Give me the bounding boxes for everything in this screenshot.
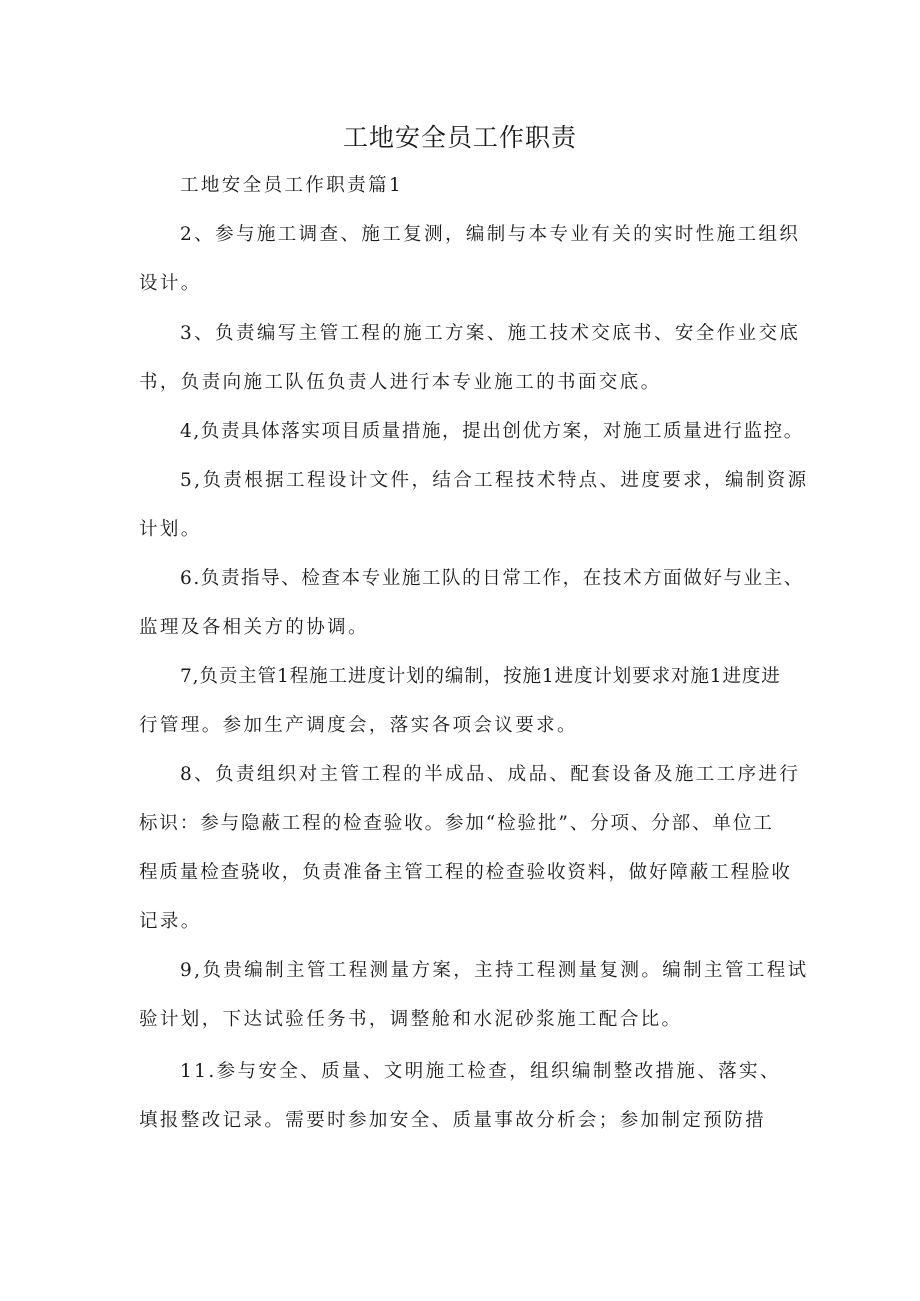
paragraph-line: 9,负贵编制主管工程测量方案，主持工程测量复测。编制主管工程试	[180, 960, 809, 981]
paragraph-line: 7,负贡主管1程施工进度计划的编制，按施1进度计划要求对施1进度进	[180, 666, 781, 687]
paragraph-line: 计划。	[139, 519, 202, 540]
paragraph-line: 5,负责根据工程设计文件，结合工程技术特点、进度要求，编制资源	[180, 470, 809, 491]
paragraph-line: 2、参与施工调查、施工复测，编制与本专业有关的实时性施工组织	[180, 224, 801, 245]
paragraph-line: 行管理。参加生产调度会，落实各项会议要求。	[139, 715, 578, 736]
paragraph-line: 监理及各相关方的协调。	[139, 617, 369, 638]
paragraph-line: 记录。	[139, 911, 202, 932]
paragraph-line: 3、负责编写主管工程的施工方案、施工技术交底书、安全作业交底	[180, 323, 801, 344]
paragraph-line: 设计。	[139, 273, 202, 294]
document-title: 工地安全员工作职责	[342, 123, 577, 152]
paragraph-line: 标识：参与隐蔽工程的检查验收。参加“检验批”、分项、分部、单位工	[139, 813, 774, 834]
paragraph-line: 填报整改记录。需要时参加安全、质量事故分析会；参加制定预防措	[139, 1110, 767, 1131]
paragraph-line: 8、负责组织对主管工程的半成品、成品、配套设备及施工工序进行	[180, 764, 801, 785]
paragraph-line: 书，负责向施工队伍负责人进行本专业施工的书面交底。	[139, 372, 662, 393]
paragraph-line: 6.负责指导、检查本专业施工队的日常工作，在技术方面做好与业主、	[180, 568, 804, 589]
paragraph-line: 程质量检查骁收，负责准备主管工程的检查验收资料，做好障蔽工程脸收	[139, 862, 792, 883]
paragraph-line: 11.参与安全、质量、文明施工检查，组织编制整改措施、落实、	[180, 1061, 781, 1082]
document-subtitle: 工地安全员工作职责篇1	[180, 175, 404, 196]
paragraph-line: 4,负责具体落实项目质量措施，提出创优方案，对施工质量进行监控。	[180, 421, 804, 442]
paragraph-line: 验计划，下达试验任务书，调整舱和水泥砂浆施工配合比。	[139, 1009, 683, 1030]
